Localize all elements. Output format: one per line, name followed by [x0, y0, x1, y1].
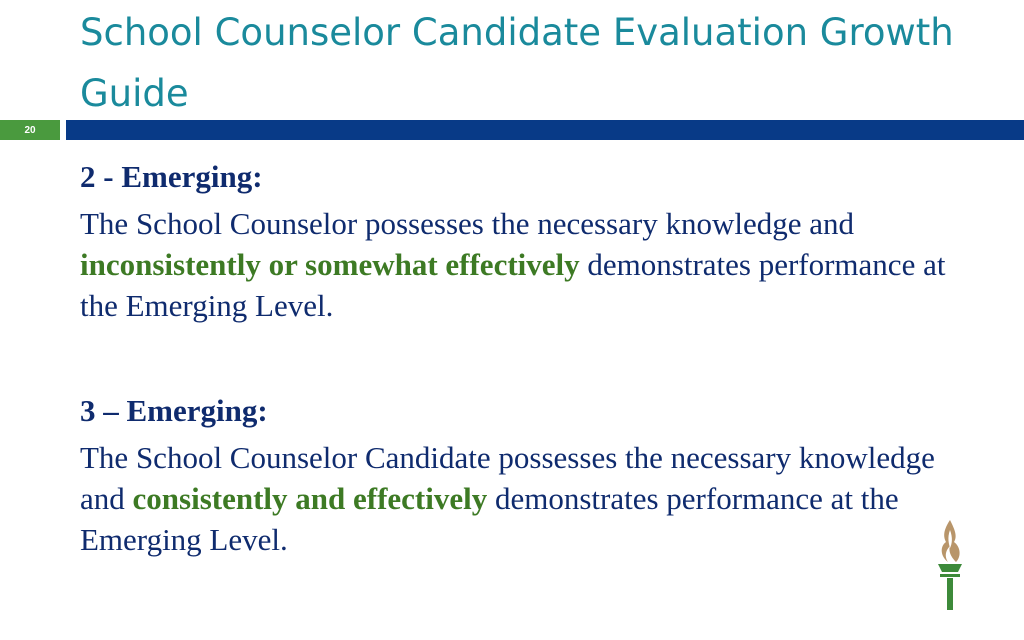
- header-bar: [66, 120, 1024, 140]
- body-emphasis: consistently and effectively: [132, 481, 488, 516]
- section-heading: 2 - Emerging:: [80, 159, 263, 194]
- body-text-after: demonstrates performance at the Emerging Level.: [80, 247, 946, 323]
- body-text-before: The School Counselor possesses the necessary knowledge and: [80, 206, 854, 241]
- section-level-2: [80, 157, 960, 326]
- section-body: [80, 203, 960, 326]
- body-emphasis: inconsistently or somewhat effectively: [80, 247, 580, 282]
- section-body: [80, 437, 960, 560]
- body-text-after: demonstrates performance at the Emerging Level.: [80, 481, 899, 557]
- section-heading: 3 – Emerging:: [80, 393, 268, 428]
- section-level-3: [80, 391, 960, 560]
- slide-title: School Counselor Candidate Evaluation Growth Guide: [80, 11, 954, 115]
- body-text-before: The School Counselor Candidate possesses the necessary knowledge and: [80, 440, 935, 516]
- torch-logo-icon: [928, 518, 972, 614]
- slide-number: 20: [0, 120, 60, 140]
